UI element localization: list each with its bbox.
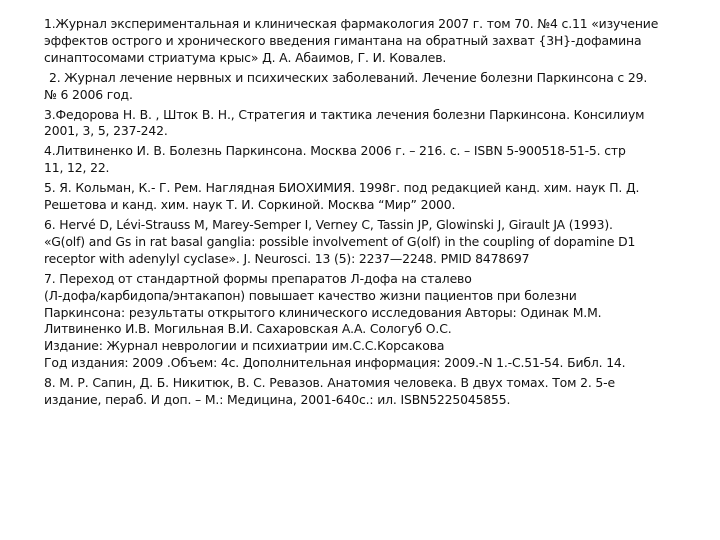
reference-item (44, 16, 690, 67)
reference-item (44, 217, 690, 268)
reference-line: Паркинсона: результаты открытого клинического исследования Авторы: Одинак М.М. (44, 304, 602, 320)
reference-line: Литвиненко И.В. Могильная В.И. Сахаровская А.А. Сологуб О.С. (44, 321, 452, 337)
reference-line: эффектов острого и хронического введения гимантана на обратный захват {3H}-дофамина (44, 32, 642, 48)
reference-item (44, 271, 690, 372)
reference-line: синаптосомами стриатума крыс» Д. А. Абаимов, Г. И. Ковалев. (44, 49, 447, 65)
reference-line: Год издания: 2009 .Объем: 4с. Дополнительная информация: 2009.-N 1.-С.51-54. Библ. 14. (44, 355, 626, 371)
reference-line: 5. Я. Кольман, К.- Г. Рем. Наглядная БИОХИМИЯ. 1998г. под редакцией канд. хим. наук П. Д. (44, 180, 640, 196)
reference-line: 7. Переход от стандартной формы препаратов Л-дофа на сталево (44, 270, 472, 286)
reference-line: 8. М. Р. Сапин, Д. Б. Никитюк, В. С. Ревазов. Анатомия человека. В двух томах. Том 2. 5-е (44, 375, 615, 391)
reference-line: Издание: Журнал неврологии и психиатрии им.С.С.Корсакова (44, 338, 445, 354)
reference-item (44, 143, 690, 177)
reference-line: 2. Журнал лечение нервных и психических заболеваний. Лечение болезни Паркинсона с 29. (49, 69, 648, 85)
reference-line: Решетова и канд. хим. наук Т. И. Соркиной. Москва “Мир” 2000. (44, 197, 456, 213)
reference-line: № 6 2006 год. (44, 86, 133, 102)
reference-line: 3.Федорова Н. В. , Шток В. Н., Стратегия и тактика лечения болезни Паркинсона. Консилиум (44, 106, 645, 122)
reference-line: 1.Журнал экспериментальная и клиническая фармакология 2007 г. том 70. №4 с.11 «изучение (44, 16, 659, 31)
reference-item (44, 70, 690, 104)
reference-line: 4.Литвиненко И. В. Болезнь Паркинсона. Москва 2006 г. – 216. с. – ISBN 5-900518-51-5. стр (44, 143, 626, 159)
reference-item (44, 375, 690, 409)
reference-line: издание, пераб. И доп. – М.: Медицина, 2001-640с.: ил. ISBN5225045855. (44, 392, 511, 408)
reference-line: 2001, 3, 5, 237-242. (44, 123, 168, 139)
reference-list (44, 16, 690, 412)
reference-line: «G(olf) and Gs in rat basal ganglia: possible involvement of G(olf) in the coupling of dopamine D1 (44, 233, 636, 249)
reference-line: (Л-дофа/карбидопа/энтакапон) повышает качество жизни пациентов при болезни (44, 287, 577, 303)
reference-line: receptor with adenylyl cyclase». J. Neurosci. 13 (5): 2237—2248. PMID 8478697 (44, 250, 530, 266)
reference-line: 11, 12, 22. (44, 160, 110, 176)
reference-item (44, 180, 690, 214)
reference-line: 6. Hervé D, Lévi-Strauss M, Marey-Semper I, Verney C, Tassin JP, Glowinski J, Girault JA (1993). (44, 216, 613, 232)
reference-item (44, 107, 690, 141)
